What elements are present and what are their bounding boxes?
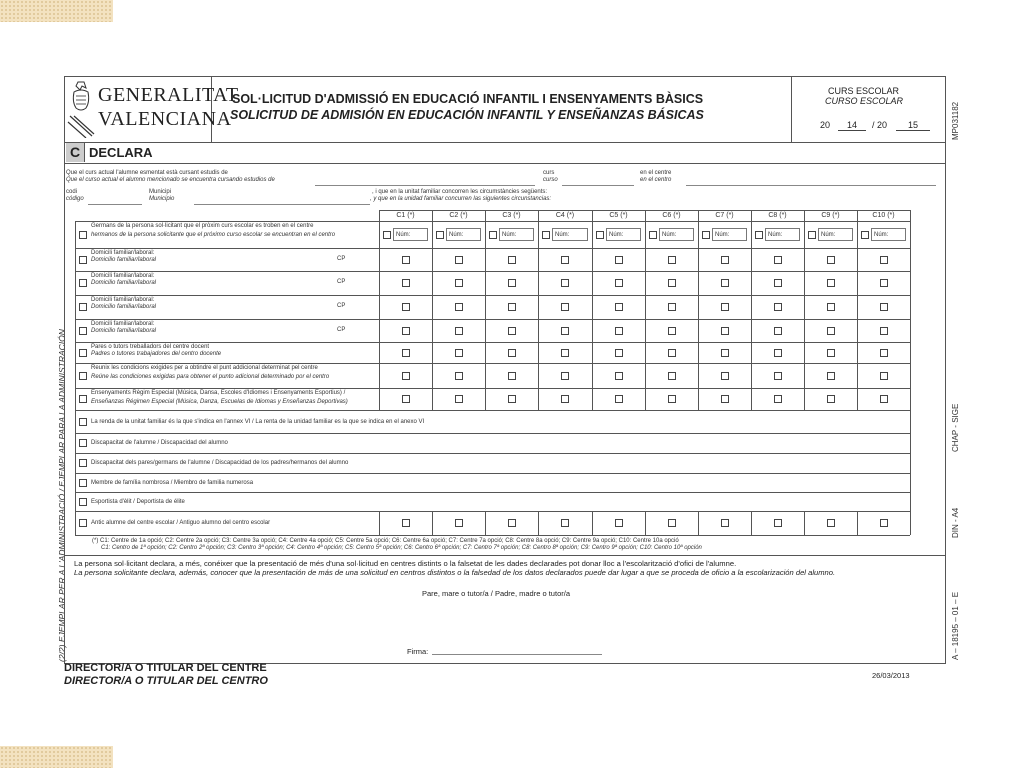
row-label-va: Pares o tutors treballadors del centre docent xyxy=(91,344,210,350)
row-checkbox[interactable] xyxy=(79,395,87,403)
criteria-checkbox[interactable] xyxy=(455,349,463,357)
criteria-checkbox[interactable] xyxy=(561,327,569,335)
criteria-checkbox[interactable] xyxy=(774,349,782,357)
antic-column-line xyxy=(857,511,858,535)
table-column-line xyxy=(645,210,646,410)
criteria-checkbox[interactable] xyxy=(721,303,729,311)
row-label-va: Ensenyaments Règim Especial (Música, Dansa, Escoles d'Idiomes i Ensenyaments Esportius) / xyxy=(91,390,346,396)
table-column-line xyxy=(485,210,486,410)
table-row-line xyxy=(75,271,910,272)
row-label-va: Domicili familiar/laboral: xyxy=(91,273,155,279)
criteria-checkbox[interactable] xyxy=(880,395,888,403)
sibling-checkbox[interactable] xyxy=(436,231,444,239)
criteria-checkbox[interactable] xyxy=(455,256,463,264)
column-header: C5 (*) xyxy=(609,212,628,219)
antic-checkbox[interactable] xyxy=(402,519,410,527)
unitat-label-va: , i que en la unitat familiar concorren les circumstàncies següents: xyxy=(372,189,548,195)
criteria-checkbox[interactable] xyxy=(827,395,835,403)
section-bottom-line xyxy=(64,163,945,164)
wide-row-label: Discapacitat de l'alumne / Discapacidad del alumno xyxy=(91,440,228,446)
criteria-checkbox[interactable] xyxy=(721,372,729,380)
school-year-label-es: CURSO ESCOLAR xyxy=(825,96,904,106)
intro-line1-va: Que el curs actual l'alumne esmentat està cursant estudis de xyxy=(66,170,228,176)
criteria-checkbox[interactable] xyxy=(508,303,516,311)
municipi-field[interactable] xyxy=(194,204,370,205)
antic-checkbox[interactable] xyxy=(880,519,888,527)
sibling-checkbox[interactable] xyxy=(755,231,763,239)
codi-label-va: codi xyxy=(66,189,78,195)
declaration-va: La persona sol·licitant declara, a més, conéixer que la presentació de més d'una sol·licitud en centres distints o la falsetat de les dades declarades pot donar lloc a l'escolarització d'ofici de l'alumne. xyxy=(74,559,737,568)
row-label-es: Reúne las condiciones exigidas para obtener el punto adicional determinado por el centro xyxy=(91,374,330,380)
criteria-checkbox[interactable] xyxy=(508,372,516,380)
table-left-border xyxy=(75,221,76,410)
antic-column-line xyxy=(698,511,699,535)
column-header: C10 (*) xyxy=(872,212,895,219)
municipi-label-es: Municipio xyxy=(149,196,175,202)
codi-field[interactable] xyxy=(88,204,142,205)
cp-label: CP xyxy=(337,326,346,333)
criteria-checkbox[interactable] xyxy=(880,303,888,311)
column-header: C3 (*) xyxy=(502,212,521,219)
criteria-checkbox[interactable] xyxy=(827,372,835,380)
signature-field[interactable] xyxy=(432,654,602,655)
sibling-checkbox[interactable] xyxy=(596,231,604,239)
criteria-checkbox[interactable] xyxy=(561,372,569,380)
row-checkbox[interactable] xyxy=(79,279,87,287)
criteria-checkbox[interactable] xyxy=(774,303,782,311)
criteria-checkbox[interactable] xyxy=(402,303,410,311)
column-header: C6 (*) xyxy=(662,212,681,219)
criteria-checkbox[interactable] xyxy=(561,303,569,311)
side-din-label: DIN - A4 xyxy=(951,507,960,538)
section-letter: C xyxy=(66,143,85,162)
antic-column-line xyxy=(538,511,539,535)
row-label-va: Domicili familiar/laboral: xyxy=(91,321,155,327)
criteria-checkbox[interactable] xyxy=(402,372,410,380)
num-label: Núm: xyxy=(715,231,730,238)
corner-decoration-top xyxy=(0,0,113,22)
antic-checkbox[interactable] xyxy=(455,519,463,527)
row-label-es: Padres o tutores trabajadores del centro docente xyxy=(91,351,222,357)
row-label-es: Domicilio familiar/laboral xyxy=(91,257,157,263)
criteria-checkbox[interactable] xyxy=(774,327,782,335)
table-column-line xyxy=(379,210,380,410)
column-header: C7 (*) xyxy=(715,212,734,219)
num-label: Núm: xyxy=(662,231,677,238)
criteria-checkbox[interactable] xyxy=(615,303,623,311)
row-label-es: Domicilio familiar/laboral xyxy=(91,280,157,286)
criteria-checkbox[interactable] xyxy=(774,256,782,264)
criteria-checkbox[interactable] xyxy=(668,256,676,264)
criteria-checkbox[interactable] xyxy=(827,279,835,287)
wide-row-checkbox[interactable] xyxy=(79,459,87,467)
wide-row-line xyxy=(75,453,910,454)
sibling-checkbox[interactable] xyxy=(542,231,550,239)
num-label: Núm: xyxy=(396,231,411,238)
criteria-checkbox[interactable] xyxy=(615,279,623,287)
curs-field[interactable] xyxy=(562,185,634,186)
antic-column-line xyxy=(379,511,380,535)
criteria-checkbox[interactable] xyxy=(615,256,623,264)
wide-row-line xyxy=(75,473,910,474)
criteria-checkbox[interactable] xyxy=(721,349,729,357)
firma-label: Firma: xyxy=(407,647,429,656)
num-label: Núm: xyxy=(449,231,464,238)
row-label-va: Domicili familiar/laboral: xyxy=(91,297,155,303)
criteria-checkbox[interactable] xyxy=(615,349,623,357)
criteria-checkbox[interactable] xyxy=(402,395,410,403)
wide-row-line xyxy=(75,410,910,411)
criteria-checkbox[interactable] xyxy=(455,372,463,380)
antic-column-line xyxy=(432,511,433,535)
form-title-spanish: SOLICITUD DE ADMISIÓN EN EDUCACIÓN INFANTIL Y ENSEÑANZAS BÁSICAS xyxy=(230,108,704,122)
wide-row-checkbox[interactable] xyxy=(79,418,87,426)
wide-row-checkbox[interactable] xyxy=(79,439,87,447)
row-checkbox[interactable] xyxy=(79,349,87,357)
codi-label-es: código xyxy=(66,196,84,202)
criteria-checkbox[interactable] xyxy=(721,279,729,287)
centre-field[interactable] xyxy=(686,185,936,186)
criteria-checkbox[interactable] xyxy=(827,256,835,264)
wide-right-border xyxy=(910,410,911,535)
row-checkbox[interactable] xyxy=(79,327,87,335)
header-bottom-line xyxy=(64,142,945,143)
criteria-checkbox[interactable] xyxy=(827,303,835,311)
sibling-checkbox[interactable] xyxy=(489,231,497,239)
criteria-checkbox[interactable] xyxy=(668,327,676,335)
wide-left-border xyxy=(75,410,76,535)
school-year-label-va: CURS ESCOLAR xyxy=(828,86,900,96)
criteria-checkbox[interactable] xyxy=(455,395,463,403)
criteria-checkbox[interactable] xyxy=(880,256,888,264)
antic-column-line xyxy=(751,511,752,535)
antic-row-checkbox[interactable] xyxy=(79,519,87,527)
table-column-line xyxy=(432,210,433,410)
antic-checkbox[interactable] xyxy=(508,519,516,527)
row-checkbox[interactable] xyxy=(79,303,87,311)
antic-checkbox[interactable] xyxy=(561,519,569,527)
director-label-va: DIRECTOR/A O TITULAR DEL CENTRE xyxy=(64,662,267,674)
column-header: C4 (*) xyxy=(555,212,575,219)
table-column-line xyxy=(804,210,805,410)
wide-row-label: Esportista d'èlit / Deportista de élite xyxy=(91,498,185,505)
curs-label-va: curs xyxy=(543,170,555,176)
criteria-checkbox[interactable] xyxy=(721,327,729,335)
intro-line1-es: Que el curso actual el alumno mencionado se encuentra cursando estudios de xyxy=(66,177,275,183)
criteria-checkbox[interactable] xyxy=(880,327,888,335)
section-title: DECLARA xyxy=(89,145,153,160)
criteria-checkbox[interactable] xyxy=(615,372,623,380)
cp-label: CP xyxy=(337,255,346,262)
table-row-line xyxy=(75,342,910,343)
wide-row-label: La renda de la unitat familiar és la que s'indica en l'annex VI / La renta de la unidad familiar es la que se indica en el anexo VI xyxy=(91,418,425,425)
sibling-checkbox[interactable] xyxy=(861,231,869,239)
sibling-checkbox[interactable] xyxy=(383,231,391,239)
table-row-line xyxy=(75,248,910,249)
side-chap-label: CHAP - SIGE xyxy=(951,403,960,452)
criteria-checkbox[interactable] xyxy=(721,256,729,264)
criteria-checkbox[interactable] xyxy=(880,349,888,357)
antic-row-bottom xyxy=(75,535,910,536)
num-label: Núm: xyxy=(502,231,517,238)
row-label-va: Germans de la persona sol·licitant que el pròxim curs escolar es troben en el centre xyxy=(91,223,314,229)
cp-label: CP xyxy=(337,303,346,309)
num-label: Núm: xyxy=(821,231,836,238)
criteria-checkbox[interactable] xyxy=(721,395,729,403)
criteria-checkbox[interactable] xyxy=(508,327,516,335)
footnote-line xyxy=(64,555,945,556)
criteria-checkbox[interactable] xyxy=(668,372,676,380)
wide-row-checkbox[interactable] xyxy=(79,498,87,506)
criteria-checkbox[interactable] xyxy=(508,256,516,264)
criteria-checkbox[interactable] xyxy=(827,327,835,335)
unitat-label-es: , y que en la unidad familiar concurren las siguientes circunstancias: xyxy=(370,196,552,202)
row-label-es: Domicilio familiar/laboral xyxy=(91,328,157,334)
criteria-checkbox[interactable] xyxy=(508,279,516,287)
table-row-line xyxy=(75,221,910,222)
row-checkbox[interactable] xyxy=(79,256,87,264)
wide-row-label: Discapacitat dels pares/germans de l'alumne / Discapacidad de los padres/hermanos del alumno xyxy=(91,460,349,466)
antic-column-line xyxy=(485,511,486,535)
criteria-checkbox[interactable] xyxy=(561,279,569,287)
table-row-line xyxy=(75,363,910,364)
table-column-line xyxy=(698,210,699,410)
year-prefix-2: / 20 xyxy=(872,120,888,130)
num-label: Núm: xyxy=(609,231,624,238)
director-label-es: DIRECTOR/A O TITULAR DEL CENTRO xyxy=(64,675,268,687)
wide-row-label: Membre de família nombrosa / Miembro de familia numerosa xyxy=(91,479,254,486)
criteria-checkbox[interactable] xyxy=(508,349,516,357)
centre-label-es: en el centro xyxy=(640,177,672,183)
criteria-checkbox[interactable] xyxy=(561,256,569,264)
criteria-checkbox[interactable] xyxy=(561,349,569,357)
criteria-checkbox[interactable] xyxy=(827,349,835,357)
curs-label-es: curso xyxy=(543,177,558,183)
row-label-va: Reunix les condicions exigides per a obtindre el punt addicional determinat pel centre xyxy=(91,365,318,371)
signature-role: Pare, mare o tutor/a / Padre, madre o tutor/a xyxy=(422,589,570,598)
sibling-checkbox[interactable] xyxy=(808,231,816,239)
criteria-checkbox[interactable] xyxy=(561,395,569,403)
studies-field[interactable] xyxy=(315,185,535,186)
side-label-left: (2/2) EJEMPLAR PER A L'ADMINISTRACIÓ / EJEMPLAR PARA LA ADMINISTRACIÓN xyxy=(57,329,67,662)
row-label-es: hermanos de la persona solicitante que el próximo curso escolar se encuentran en el centro xyxy=(91,232,336,238)
form-title-valencian: SOL·LICITUD D'ADMISSIÓ EN EDUCACIÓ INFANTIL I ENSENYAMENTS BÀSICS xyxy=(232,92,704,106)
row-label-va: Domicili familiar/laboral: xyxy=(91,250,155,256)
criteria-checkbox[interactable] xyxy=(774,279,782,287)
criteria-checkbox[interactable] xyxy=(402,327,410,335)
wide-row-line xyxy=(75,492,910,493)
cp-label: CP xyxy=(337,279,346,285)
header-divider-year xyxy=(791,76,792,142)
generalitat-logo-icon xyxy=(66,78,96,138)
sibling-checkbox[interactable] xyxy=(702,231,710,239)
antic-checkbox[interactable] xyxy=(827,519,835,527)
antic-column-line xyxy=(592,511,593,535)
row-label-es: Domicilio familiar/laboral xyxy=(91,304,157,310)
wide-row-line xyxy=(75,433,910,434)
criteria-checkbox[interactable] xyxy=(402,256,410,264)
table-column-line xyxy=(751,210,752,410)
table-column-line xyxy=(910,210,911,410)
criteria-checkbox[interactable] xyxy=(668,303,676,311)
logo-text-line1: GENERALITAT xyxy=(98,84,239,106)
antic-checkbox[interactable] xyxy=(774,519,782,527)
num-label: Núm: xyxy=(874,231,889,238)
side-form-code: A – 18195 – 01 – E xyxy=(951,591,960,660)
antic-column-line xyxy=(804,511,805,535)
criteria-checkbox[interactable] xyxy=(615,395,623,403)
antic-row-label: Antic alumne del centre escolar / Antiguo alumno del centro escolar xyxy=(91,520,271,526)
sibling-checkbox[interactable] xyxy=(649,231,657,239)
num-label: Núm: xyxy=(555,231,570,238)
table-row-line xyxy=(75,319,910,320)
municipi-label-va: Municipi xyxy=(149,189,172,195)
footnote-va: (*) C1: Centre de 1a opció; C2: Centre 2a opció; C3: Centre 3a opció; C4: Centre 4a opció; C5: Centre 5a opció; C6: Centre 6a opció; C7: Centre 7a opció; C8: Centre 8a opció; C9: Centre 9a opció; C10: Centre 10a opció xyxy=(92,538,679,544)
wide-row-checkbox[interactable] xyxy=(79,479,87,487)
criteria-checkbox[interactable] xyxy=(880,372,888,380)
year-prefix-1: 20 xyxy=(820,120,831,130)
table-row-line xyxy=(75,388,910,389)
criteria-checkbox[interactable] xyxy=(668,395,676,403)
form-date: 26/03/2013 xyxy=(872,671,910,680)
criteria-checkbox[interactable] xyxy=(402,279,410,287)
num-label: Núm: xyxy=(768,231,783,238)
criteria-checkbox[interactable] xyxy=(402,349,410,357)
column-header: C8 (*) xyxy=(768,212,787,219)
wide-row-line xyxy=(75,511,910,512)
side-code-top: MP031182 xyxy=(951,101,960,140)
criteria-checkbox[interactable] xyxy=(668,349,676,357)
declaration-es: La persona solicitante declara, además, conocer que la presentación de más de una solicitud en centros distintos o la falsedad de los datos declarados puede dar lugar a que se proceda de oficio a la escolarización del alumno. xyxy=(74,568,836,577)
table-column-line xyxy=(592,210,593,410)
criteria-checkbox[interactable] xyxy=(668,279,676,287)
logo-text-line2: VALENCIANA xyxy=(98,108,232,130)
column-header: C9 (*) xyxy=(821,212,840,219)
column-header: C1 (*) xyxy=(396,212,415,219)
centre-label-va: en el centre xyxy=(640,170,672,176)
criteria-checkbox[interactable] xyxy=(615,327,623,335)
row-label-es: Enseñanzas Régimen Especial (Música, Danza, Escuelas de Idiomas y Enseñanzas Deportivas) xyxy=(91,399,348,405)
year-end-field[interactable]: 15 xyxy=(896,120,930,131)
criteria-checkbox[interactable] xyxy=(880,279,888,287)
year-start-field[interactable]: 14 xyxy=(838,120,866,131)
row-checkbox[interactable] xyxy=(79,231,87,239)
table-row-line xyxy=(75,295,910,296)
criteria-checkbox[interactable] xyxy=(774,395,782,403)
footnote-es: C1: Centro de 1ª opción; C2: Centro 2ª opción; C3: Centro 3ª opción; C4: Centro 4ª opción; C5: Centro 5ª opción; C6: Centro 6ª opción; C7: Centro 7ª opción; C8: Centro 8ª opción; C9: Centro 9ª opción; C10: Centro 10ª opción xyxy=(101,545,702,551)
criteria-checkbox[interactable] xyxy=(774,372,782,380)
criteria-checkbox[interactable] xyxy=(455,279,463,287)
table-column-line xyxy=(538,210,539,410)
criteria-checkbox[interactable] xyxy=(455,303,463,311)
criteria-checkbox[interactable] xyxy=(455,327,463,335)
row-checkbox[interactable] xyxy=(79,372,87,380)
antic-checkbox[interactable] xyxy=(721,519,729,527)
table-column-line xyxy=(857,210,858,410)
criteria-checkbox[interactable] xyxy=(508,395,516,403)
antic-column-line xyxy=(645,511,646,535)
antic-checkbox[interactable] xyxy=(615,519,623,527)
corner-decoration-bottom xyxy=(0,746,113,768)
antic-checkbox[interactable] xyxy=(668,519,676,527)
column-header: C2 (*) xyxy=(449,212,468,219)
